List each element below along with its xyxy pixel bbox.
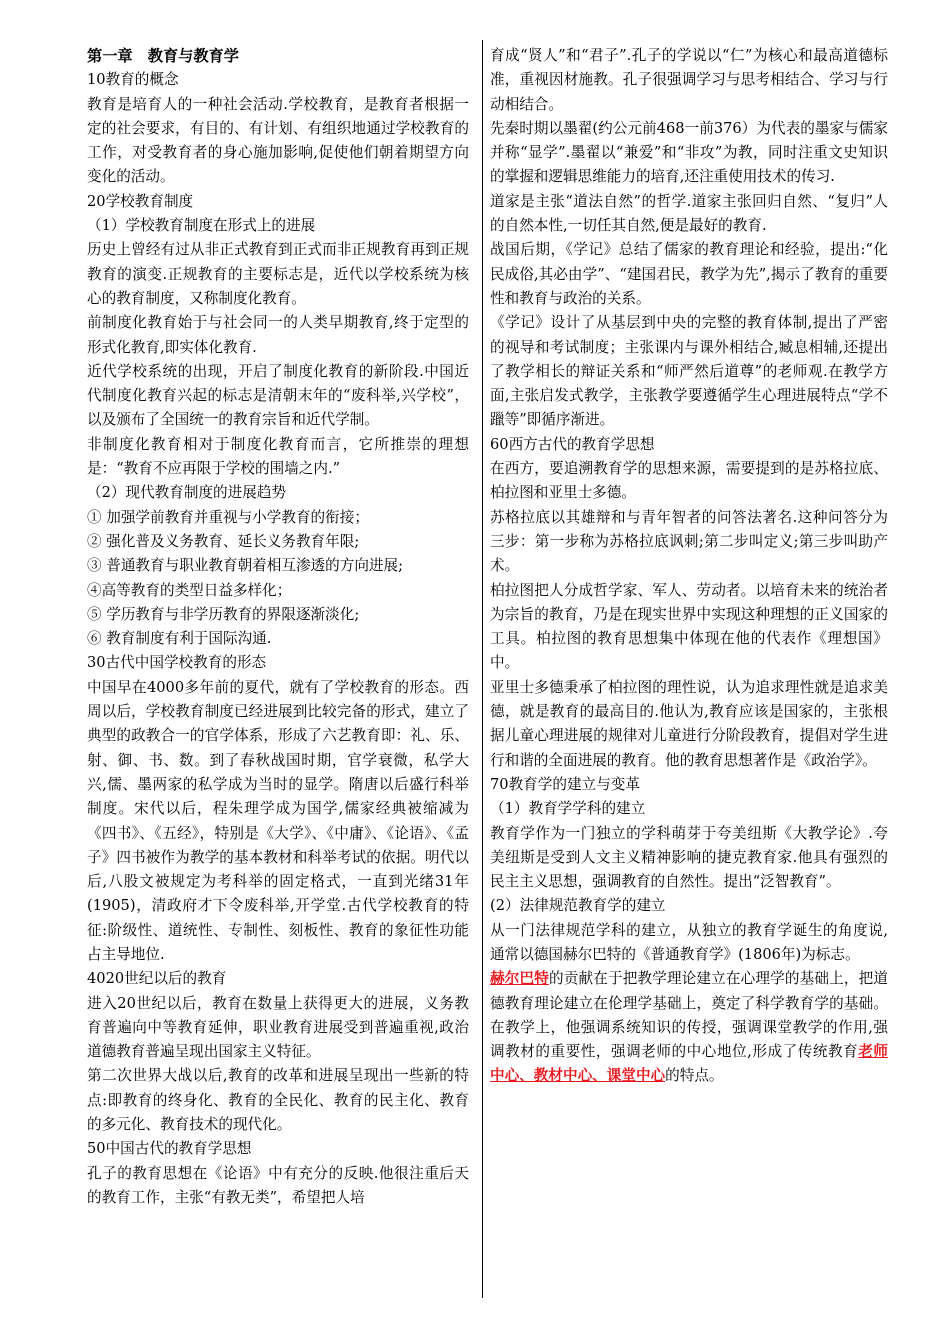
paragraph: 第二次世界大战以后,教育的改革和进展呈现出一些新的特点:即教育的终身化、教育的全民化、教育的民主化、教育的多元化、教育技术的现代化。: [87, 1067, 469, 1134]
paragraph: 道家是主张“道法自然”的哲学.道家主张回归自然、“复归”人的自然本性,一切任其自然,便是最好的教育.: [490, 192, 888, 235]
paragraph: ④高等教育的类型日益多样化；: [87, 581, 292, 599]
paragraph: 教育是培育人的一种社会活动.学校教育，是教育者根据一定的社会要求，有目的、有计划、有组织地通过学校教育的工作，对受教育者的身心施加影响,促使他们朝着期望方向变化的活动。: [87, 95, 469, 186]
paragraph: ② 强化普及义务教育、延长义务教育年限;: [87, 532, 360, 550]
section-heading: 50中国古代的教育学思想: [87, 1140, 252, 1158]
section-heading: 4020世纪以后的教育: [87, 970, 227, 988]
section-heading: 70教育学的建立与变革: [490, 775, 640, 793]
section-heading: （1）学校教育制度在形式上的进展: [87, 217, 316, 235]
herbart-text-end: 的特点。: [665, 1067, 724, 1085]
paragraph: 《学记》设计了从基层到中央的完整的教育体制,提出了严密的视导和考试制度；主张课内与课外相结合,臧息相辅,还提出了教学相长的辩证关系和“师严然后道尊”的老师观.在教学方面,主张启发式教学，主张教学要遵循学生心理进展特点“学不躐等”即循序渐进。: [490, 314, 888, 429]
paragraph: 从一门法律规范学科的建立，从独立的教育学诞生的角度说,通常以德国赫尔巴特的《普通教育学》(1806年)为标志。: [490, 921, 888, 963]
paragraph: 前制度化教育始于与社会同一的人类早期教育,终于定型的形式化教育,即实体化教育.: [87, 314, 469, 356]
paragraph: 战国后期，《学记》总结了儒家的教育理论和经验，提出:“化民成俗,其必由学”、“建国君民，教学为先”,揭示了教育的重要性和教育与政治的关系。: [490, 241, 888, 307]
section-heading: 10教育的概念: [87, 71, 179, 89]
section-heading: 60西方古代的教育学思想: [490, 435, 655, 453]
right-column: [490, 44, 888, 1089]
section-heading: (2）法律规范教育学的建立: [490, 897, 666, 915]
paragraph: ⑤ 学历教育与非学历教育的界限逐渐淡化;: [87, 605, 360, 623]
paragraph: 育成“贤人”和“君子”.孔子的学说以“仁”为核心和最高道德标准，重视因材施教。孔子很强调学习与思考相结合、学习与行动相结合。: [490, 47, 888, 113]
chapter-title: 第一章 教育与教育学: [87, 47, 239, 65]
paragraph: 教育学作为一门独立的学科萌芽于夸美纽斯《大教学论》.夸美纽斯是受到人文主义精神影响的捷克教育家.他具有强烈的民主主义思想，强调教育的自然性。提出“泛智教育”。: [490, 824, 888, 891]
section-heading: （1）教育学学科的建立: [490, 800, 646, 818]
paragraph: 亚里士多德秉承了柏拉图的理性说，认为追求理性就是追求美德，就是教育的最高目的.他认为,教育应该是国家的，主张根据儿童心理进展的规律对儿童进行分阶段教育，提倡对学生进行和谐的全面进展的教育。他的教育思想著作是《政治学》。: [490, 678, 888, 769]
paragraph: 中国早在4000多年前的夏代，就有了学校教育的形态。西周以后，学校教育制度已经进展到比较完备的形式，建立了典型的政教合一的官学体系，形成了六艺教育即：礼、乐、射、御、书、数。到了春秋战国时期，官学衰微，私学大兴,儒、墨两家的私学成为当时的显学。隋唐以后盛行科举制度。宋代以后，程朱理学成为国学,儒家经典被缩减为《四书》、《五经》，特别是《大学》、《中庸》、《论语》、《孟子》四书被作为教学的基本教材和科举考试的依据。明代以后,八股文被规定为考科举的固定格式，一直到光绪31年(1905)，清政府才下令废科举,开学堂.古代学校教育的特征:阶级性、道统性、专制性、刻板性、教育的象征性功能占主导地位.: [87, 678, 469, 963]
highlight-centers: 老师中心、教材中心、课堂中心: [490, 1043, 888, 1085]
section-heading: 20学校教育制度: [87, 192, 194, 210]
paragraph: 近代学校系统的出现，开启了制度化教育的新阶段.中国近代制度化教育兴起的标志是清朝末年的“废科举,兴学校”，以及颁布了全国统一的教育宗旨和近代学制。: [87, 362, 469, 429]
paragraph: ① 加强学前教育并重视与小学教育的衔接；: [87, 508, 369, 526]
paragraph: 历史上曾经有过从非正式教育到正式而非正规教育再到正规教育的演变.正规教育的主要标志是，近代以学校系统为核心的教育制度，又称制度化教育。: [87, 241, 469, 307]
left-column: [87, 44, 469, 1210]
section-heading: （2）现代教育制度的进展趋势: [87, 484, 287, 502]
paragraph: 先秦时期以墨翟(约公元前468一前376）为代表的墨家与儒家并称“显学”.墨翟以“兼爱”和“非攻”为教，同时注重文史知识的掌握和逻辑思维能力的培育,还注重使用技术的传习.: [490, 119, 888, 186]
herbart-text: 的贡献在于把教学理论建立在心理学的基础上，把道德教育理论建立在伦理学基础上，奠定了科学教育学的基础。在教学上，他强调系统知识的传授，强调课堂教学的作用,强调教材的重要性，强调老师的中心地位,形成了传统教育: [490, 970, 888, 1061]
paragraph: 进入20世纪以后，教育在数量上获得更大的进展，义务教育普遍向中等教育延伸，职业教育进展受到普遍重视,政治道德教育普遍呈现出国家主义特征。: [87, 994, 469, 1061]
herbart-name: 赫尔巴特: [490, 970, 549, 988]
paragraph: 非制度化教育相对于制度化教育而言，它所推崇的理想是：“教育不应再限于学校的围墙之内.”: [87, 435, 469, 478]
section-heading: 30古代中国学校教育的形态: [87, 654, 267, 672]
paragraph: ③ 普通教育与职业教育朝着相互渗透的方向进展;: [87, 557, 404, 575]
column-divider: [482, 40, 483, 1298]
paragraph: ⑥ 教育制度有利于国际沟通.: [87, 630, 272, 648]
paragraph: 在西方，要追溯教育学的思想来源，需要提到的是苏格拉底、柏拉图和亚里士多德。: [490, 460, 888, 502]
paragraph: 苏格拉底以其雄辩和与青年智者的问答法著名.这种问答分为三步：第一步称为苏格拉底讽刺;第二步叫定义;第三步叫助产术。: [490, 508, 888, 575]
herbart-paragraph: [490, 967, 888, 1088]
paragraph: 孔子的教育思想在《论语》中有充分的反映.他很注重后天的教育工作，主张“有教无类”，希望把人培: [87, 1164, 469, 1206]
paragraph: 柏拉图把人分成哲学家、军人、劳动者。以培育未来的统治者为宗旨的教育，乃是在现实世界中实现这种理想的正义国家的工具。柏拉图的教育思想集中体现在他的代表作《理想国》中。: [490, 581, 888, 672]
